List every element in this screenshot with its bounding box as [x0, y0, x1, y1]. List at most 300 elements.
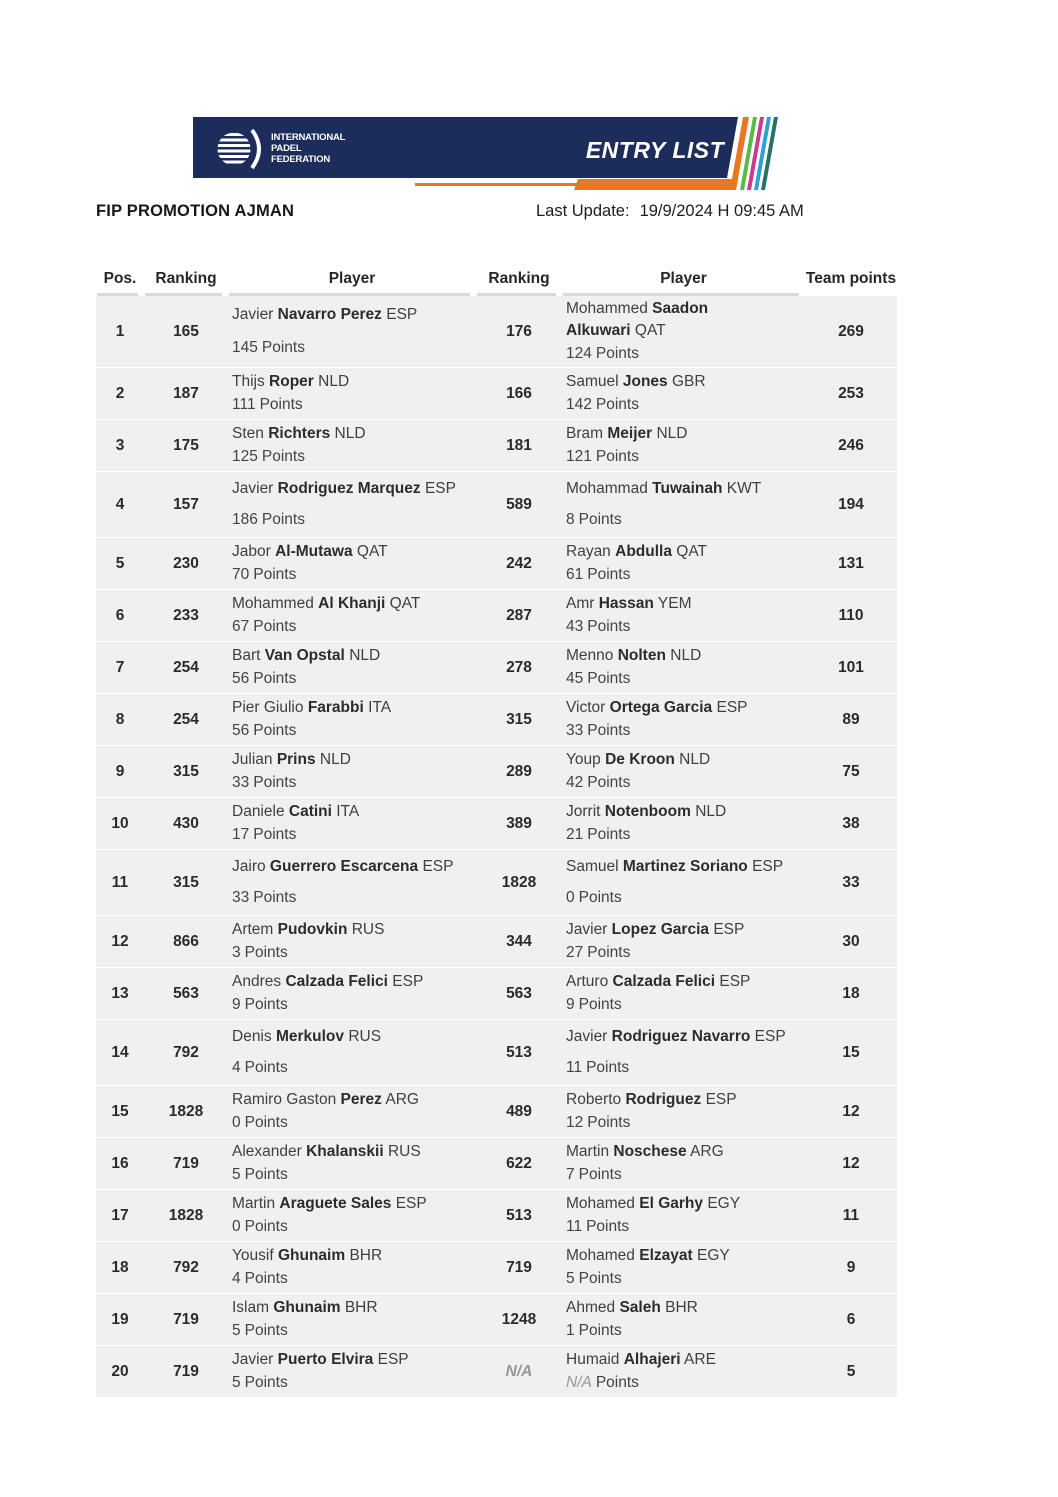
player2-country: YEM: [657, 594, 692, 612]
player2-last-name: De Kroon: [605, 750, 675, 768]
pos-cell: 19: [111, 1310, 129, 1328]
player2-points: [566, 564, 630, 586]
title-line: [96, 202, 897, 226]
player2-points: [566, 446, 639, 468]
ranking1-cell: 233: [173, 606, 199, 624]
player2-name: [566, 1349, 716, 1371]
player2-first-name: Humaid: [566, 1350, 620, 1368]
player1-cell: [228, 296, 476, 367]
player2-name: [566, 645, 701, 667]
player1-points-value: 111: [232, 396, 256, 414]
pos-cell: 20: [111, 1362, 129, 1380]
player1-last-name: Araguete Sales: [279, 1194, 392, 1212]
pos-cell: 4: [115, 495, 125, 513]
team-points-cell: 110: [838, 606, 864, 624]
player1-points: [232, 1268, 288, 1290]
player2-points-value: 7: [566, 1166, 575, 1184]
points-label: Points: [244, 996, 288, 1014]
player1-last-name: Ghunaim: [273, 1298, 341, 1316]
table-row: [96, 1086, 897, 1137]
table-row: [96, 1190, 897, 1241]
player2-points: [566, 1320, 622, 1342]
player1-name: [232, 1026, 381, 1048]
team-points-cell: 33: [842, 873, 860, 891]
pos-cell: 11: [111, 873, 129, 891]
player2-points-value: 124: [566, 344, 592, 362]
player1-first-name: Denis: [232, 1028, 272, 1046]
player1-first-name: Alexander: [232, 1142, 302, 1160]
player2-points-value: 33: [566, 722, 584, 740]
ranking1-cell: 792: [173, 1043, 199, 1061]
player1-cell: [228, 1086, 476, 1137]
ranking2-cell: 242: [506, 554, 532, 572]
team-points-cell: 253: [838, 384, 864, 402]
points-label: Points: [578, 510, 622, 528]
player2-cell: [562, 420, 805, 471]
player1-first-name: Javier: [232, 305, 274, 323]
player2-points: [566, 1268, 622, 1290]
ranking1-cell: 792: [173, 1258, 199, 1276]
player1-last-name: Ghunaim: [277, 1246, 346, 1264]
player1-first-name: Yousif: [232, 1246, 274, 1264]
player1-name: [232, 1349, 409, 1371]
player2-first-name: Menno: [566, 646, 614, 664]
player1-first-name: Islam: [232, 1298, 270, 1316]
points-label: Points: [244, 944, 288, 962]
player2-last-name: Saadon Alkuwari: [566, 300, 709, 340]
points-label: Points: [578, 1166, 622, 1184]
player2-first-name: Amr: [566, 594, 595, 612]
player2-first-name: Youp: [566, 750, 601, 768]
pos-cell: 18: [111, 1258, 129, 1276]
pos-cell: 16: [111, 1154, 129, 1172]
player1-points-value: 0: [232, 1218, 241, 1236]
column-header-player1: Player: [228, 270, 476, 296]
player1-name: [232, 304, 417, 326]
table-row: [96, 694, 897, 745]
pos-cell: 17: [111, 1206, 129, 1224]
player1-cell: [228, 968, 476, 1019]
column-header-pos: Pos.: [96, 270, 144, 296]
pos-cell: 3: [115, 436, 125, 454]
player1-cell: [228, 368, 476, 419]
ranking1-cell: 165: [173, 322, 199, 340]
points-label: Points: [259, 396, 303, 414]
player1-cell: [228, 798, 476, 849]
last-update-label: Last Update:: [536, 202, 630, 220]
table-row: [96, 642, 897, 693]
pos-cell: 5: [115, 554, 125, 572]
player1-last-name: Al-Mutawa: [275, 542, 353, 560]
player1-country: QAT: [356, 542, 388, 560]
player1-points: [232, 887, 296, 909]
points-label: Points: [578, 1322, 622, 1340]
logo-line-2: PADEL: [271, 143, 302, 154]
ranking2-cell: 181: [506, 436, 532, 454]
player1-first-name: Artem: [232, 920, 274, 938]
team-points-cell: 12: [842, 1102, 860, 1120]
table-row: [96, 850, 897, 915]
player1-name: [232, 749, 351, 771]
team-points-cell: 75: [842, 762, 860, 780]
table-row: [96, 798, 897, 849]
player1-last-name: Khalanskii: [306, 1142, 384, 1160]
pos-cell: 1: [115, 322, 125, 340]
player1-cell: [228, 1294, 476, 1345]
points-label: Points: [578, 1270, 622, 1288]
points-label: Points: [244, 1166, 288, 1184]
points-label: Points: [261, 448, 305, 466]
player2-country: ARG: [690, 1142, 724, 1160]
player2-first-name: Mohammad: [566, 480, 648, 498]
points-label: Points: [253, 888, 297, 906]
table-row: [96, 296, 897, 367]
player2-name: [566, 541, 707, 563]
pos-cell: 8: [115, 710, 125, 728]
player1-country: ITA: [368, 698, 392, 716]
player2-points-value: 1: [566, 1322, 575, 1340]
player1-first-name: Julian: [232, 750, 273, 768]
player2-name: [566, 1297, 698, 1319]
player2-country: NLD: [656, 424, 688, 442]
ranking1-cell: 230: [173, 554, 199, 572]
player2-name: [566, 697, 748, 719]
logo-line-3: FEDERATION: [271, 154, 331, 165]
player2-name: [566, 1245, 730, 1267]
player1-first-name: Jabor: [232, 542, 271, 560]
team-points-cell: 89: [842, 710, 860, 728]
table-row: [96, 1346, 897, 1397]
player1-name: [232, 801, 359, 823]
player2-last-name: Hassan: [598, 594, 654, 612]
player2-last-name: Ortega Garcia: [609, 698, 713, 716]
player2-cell: [562, 1190, 805, 1241]
ranking1-cell: 1828: [168, 1206, 204, 1224]
player1-points-value: 56: [232, 722, 250, 740]
player2-points-value: 43: [566, 618, 584, 636]
player1-points: [232, 1164, 288, 1186]
player1-points: [232, 1320, 288, 1342]
player2-name: [566, 1026, 786, 1048]
pos-cell: 7: [115, 658, 125, 676]
player2-first-name: Samuel: [566, 858, 619, 876]
points-label: Points: [261, 339, 305, 357]
player1-points-value: 5: [232, 1166, 241, 1184]
player1-last-name: Al Khanji: [318, 594, 386, 612]
player1-country: ESP: [392, 972, 424, 990]
player2-last-name: Calzada Felici: [612, 972, 716, 990]
team-points-cell: 269: [838, 322, 864, 340]
points-label: Points: [253, 618, 297, 636]
points-label: Points: [244, 1270, 288, 1288]
player2-name: [566, 1089, 737, 1111]
player1-last-name: Pudovkin: [277, 920, 348, 938]
player1-last-name: Puerto Elvira: [277, 1350, 374, 1368]
ranking1-cell: 430: [173, 814, 199, 832]
table-row: [96, 590, 897, 641]
player1-last-name: Prins: [276, 750, 316, 768]
player1-cell: [228, 1138, 476, 1189]
player1-points-value: 9: [232, 996, 241, 1014]
player1-points-value: 4: [232, 1270, 241, 1288]
player2-country: GBR: [672, 372, 706, 390]
pos-cell: 9: [115, 762, 125, 780]
player1-country: BHR: [349, 1246, 383, 1264]
player2-country: ARE: [684, 1350, 716, 1368]
ranking2-cell: 589: [506, 495, 532, 513]
ranking1-cell: 315: [173, 762, 199, 780]
ranking1-cell: 719: [173, 1310, 199, 1328]
player2-cell: [562, 590, 805, 641]
pos-cell: 14: [111, 1043, 129, 1061]
player2-points: [566, 887, 622, 909]
player2-last-name: Elzayat: [639, 1246, 693, 1264]
player1-name: [232, 1193, 427, 1215]
player2-first-name: Mohamed: [566, 1194, 635, 1212]
player2-points-value: 12: [566, 1114, 584, 1132]
player2-name: [566, 298, 724, 343]
table-row: [96, 1138, 897, 1189]
team-points-cell: 9: [846, 1258, 856, 1276]
player1-last-name: Rodriguez Marquez: [277, 480, 421, 498]
player1-cell: [228, 694, 476, 745]
player1-points-value: 70: [232, 566, 250, 584]
player2-cell: [562, 798, 805, 849]
player1-name: [232, 971, 423, 993]
player1-name: [232, 919, 384, 941]
player1-points-value: 33: [232, 888, 250, 906]
player1-first-name: Javier: [232, 1350, 274, 1368]
ranking2-cell: 176: [506, 322, 532, 340]
player1-country: RUS: [348, 1028, 382, 1046]
points-label: Points: [595, 448, 639, 466]
player1-country: NLD: [334, 424, 366, 442]
team-points-cell: 131: [838, 554, 864, 572]
player2-last-name: Jones: [622, 372, 668, 390]
player1-points: [232, 1112, 288, 1134]
player2-first-name: Jorrit: [566, 802, 601, 820]
player2-points: [566, 509, 622, 531]
pos-cell: 10: [111, 814, 129, 832]
team-points-cell: 194: [838, 495, 864, 513]
player2-country: ESP: [719, 972, 751, 990]
player2-name: [566, 1193, 740, 1215]
player2-last-name: Abdulla: [615, 542, 672, 560]
last-update: [536, 202, 804, 221]
player2-last-name: Nolten: [617, 646, 666, 664]
points-label: Points: [587, 670, 631, 688]
player2-first-name: Victor: [566, 698, 606, 716]
ranking2-cell: 513: [506, 1206, 532, 1224]
table-row: [96, 1020, 897, 1085]
player1-points-value: 3: [232, 944, 241, 962]
points-label: Points: [595, 396, 639, 414]
player1-first-name: Pier Giulio: [232, 698, 304, 716]
player2-points: [566, 394, 639, 416]
player1-first-name: Martin: [232, 1194, 276, 1212]
player2-cell: [562, 538, 805, 589]
player2-cell: [562, 368, 805, 419]
points-label: Points: [261, 510, 305, 528]
player2-points: [566, 616, 630, 638]
pos-cell: 15: [111, 1102, 129, 1120]
points-label: Points: [595, 344, 639, 362]
player1-country: NLD: [319, 750, 351, 768]
player1-name: [232, 697, 391, 719]
player1-first-name: Javier: [232, 480, 274, 498]
player1-last-name: Calzada Felici: [285, 972, 388, 990]
player1-last-name: Guerrero Escarcena: [269, 858, 419, 876]
player1-first-name: Jairo: [232, 858, 266, 876]
team-points-cell: 101: [838, 658, 864, 676]
player2-points: [566, 668, 630, 690]
player2-points: [566, 343, 639, 365]
player2-points: [566, 1216, 629, 1238]
points-label: Points: [253, 826, 297, 844]
player2-points: [566, 1164, 622, 1186]
player2-points-value: 11: [566, 1058, 583, 1076]
player2-cell: [562, 916, 805, 967]
player1-cell: [228, 1346, 476, 1397]
ranking2-cell: 513: [506, 1043, 532, 1061]
player1-points-value: 5: [232, 1322, 241, 1340]
player1-first-name: Bart: [232, 646, 261, 664]
player2-first-name: Mohammed: [566, 300, 648, 317]
points-label: Points: [587, 944, 631, 962]
entry-list-title: ENTRY LIST: [585, 137, 725, 163]
player2-first-name: Rayan: [566, 542, 611, 560]
player2-name: [566, 423, 688, 445]
player1-points: [232, 824, 296, 846]
player1-points: [232, 668, 296, 690]
player2-points-value: 5: [566, 1270, 575, 1288]
player2-points: [566, 1372, 639, 1394]
points-label: Points: [244, 1114, 288, 1132]
ranking1-cell: 719: [173, 1154, 199, 1172]
ranking1-cell: 157: [173, 495, 199, 513]
player1-first-name: Daniele: [232, 802, 285, 820]
team-points-cell: 6: [846, 1310, 856, 1328]
player2-first-name: Martin: [566, 1142, 610, 1160]
player1-points-value: 4: [232, 1058, 241, 1076]
player2-country: NLD: [695, 802, 727, 820]
page-title: FIP PROMOTION AJMAN: [96, 202, 295, 220]
player1-country: ESP: [386, 305, 418, 323]
player2-points-value: 121: [566, 448, 592, 466]
player1-points: [232, 1057, 288, 1079]
player1-country: ESP: [395, 1194, 427, 1212]
ranking2-cell: 166: [506, 384, 532, 402]
player1-points: [232, 564, 296, 586]
player1-last-name: Van Opstal: [264, 646, 345, 664]
player2-cell: [562, 746, 805, 797]
player2-cell: [562, 642, 805, 693]
player2-first-name: Samuel: [566, 372, 619, 390]
player1-name: [232, 1141, 421, 1163]
player1-points-value: 5: [232, 1374, 241, 1392]
player2-name: [566, 593, 692, 615]
points-label: Points: [244, 1058, 288, 1076]
player2-points-value: 61: [566, 566, 584, 584]
player1-cell: [228, 538, 476, 589]
team-points-cell: 11: [842, 1206, 860, 1224]
player2-points-value: 0: [566, 888, 575, 906]
ranking1-cell: 1828: [168, 1102, 204, 1120]
ranking2-cell: 389: [506, 814, 532, 832]
player1-points: [232, 394, 303, 416]
player2-first-name: Javier: [566, 1028, 608, 1046]
player1-last-name: Catini: [288, 802, 332, 820]
player2-country: ESP: [705, 1090, 737, 1108]
player2-cell: [562, 1346, 805, 1397]
player2-name: [566, 749, 710, 771]
ranking1-cell: 719: [173, 1362, 199, 1380]
ranking2-cell: 287: [506, 606, 532, 624]
points-label: Points: [578, 888, 622, 906]
ranking1-cell: 187: [173, 384, 199, 402]
player2-last-name: Lopez Garcia: [611, 920, 710, 938]
player2-name: [566, 371, 706, 393]
player2-points-value: 21: [566, 826, 584, 844]
table-row: [96, 420, 897, 471]
table-row: [96, 968, 897, 1019]
player2-cell: [562, 472, 805, 537]
points-label: Points: [253, 722, 297, 740]
player2-cell: [562, 850, 805, 915]
player1-name: [232, 856, 453, 878]
player1-name: [232, 371, 349, 393]
player2-last-name: Notenboom: [604, 802, 691, 820]
player1-first-name: Andres: [232, 972, 282, 990]
player1-country: ESP: [377, 1350, 409, 1368]
player1-cell: [228, 916, 476, 967]
player2-points: [566, 994, 622, 1016]
player1-country: BHR: [344, 1298, 378, 1316]
table-header-row: [96, 252, 897, 296]
player2-points: [566, 824, 630, 846]
player2-country: NLD: [679, 750, 711, 768]
table-row: [96, 1242, 897, 1293]
player2-country: ESP: [754, 1028, 786, 1046]
player1-name: [232, 423, 366, 445]
player2-country: QAT: [676, 542, 707, 560]
last-update-value: 19/9/2024 H 09:45 AM: [639, 202, 804, 220]
points-label: Points: [244, 1322, 288, 1340]
player1-points: [232, 720, 296, 742]
player1-points-value: 56: [232, 670, 250, 688]
player1-last-name: Farabbi: [307, 698, 364, 716]
column-header-ranking1: Ranking: [144, 270, 228, 296]
player1-country: RUS: [387, 1142, 421, 1160]
player1-country: NLD: [318, 372, 350, 390]
player2-country: QAT: [634, 322, 666, 340]
player2-last-name: El Garhy: [639, 1194, 703, 1212]
player1-cell: [228, 642, 476, 693]
player2-first-name: Mohamed: [566, 1246, 635, 1264]
player1-country: RUS: [351, 920, 385, 938]
points-label: Points: [587, 566, 631, 584]
player2-country: ESP: [713, 920, 745, 938]
ranking2-cell: 622: [506, 1154, 532, 1172]
player1-name: [232, 1297, 378, 1319]
player1-cell: [228, 420, 476, 471]
points-label: Points: [586, 1058, 630, 1076]
player2-points-value: 9: [566, 996, 575, 1014]
player2-points-value: 27: [566, 944, 584, 962]
player1-name: [232, 1245, 382, 1267]
column-header-player2: Player: [562, 270, 805, 296]
player1-last-name: Merkulov: [275, 1028, 345, 1046]
